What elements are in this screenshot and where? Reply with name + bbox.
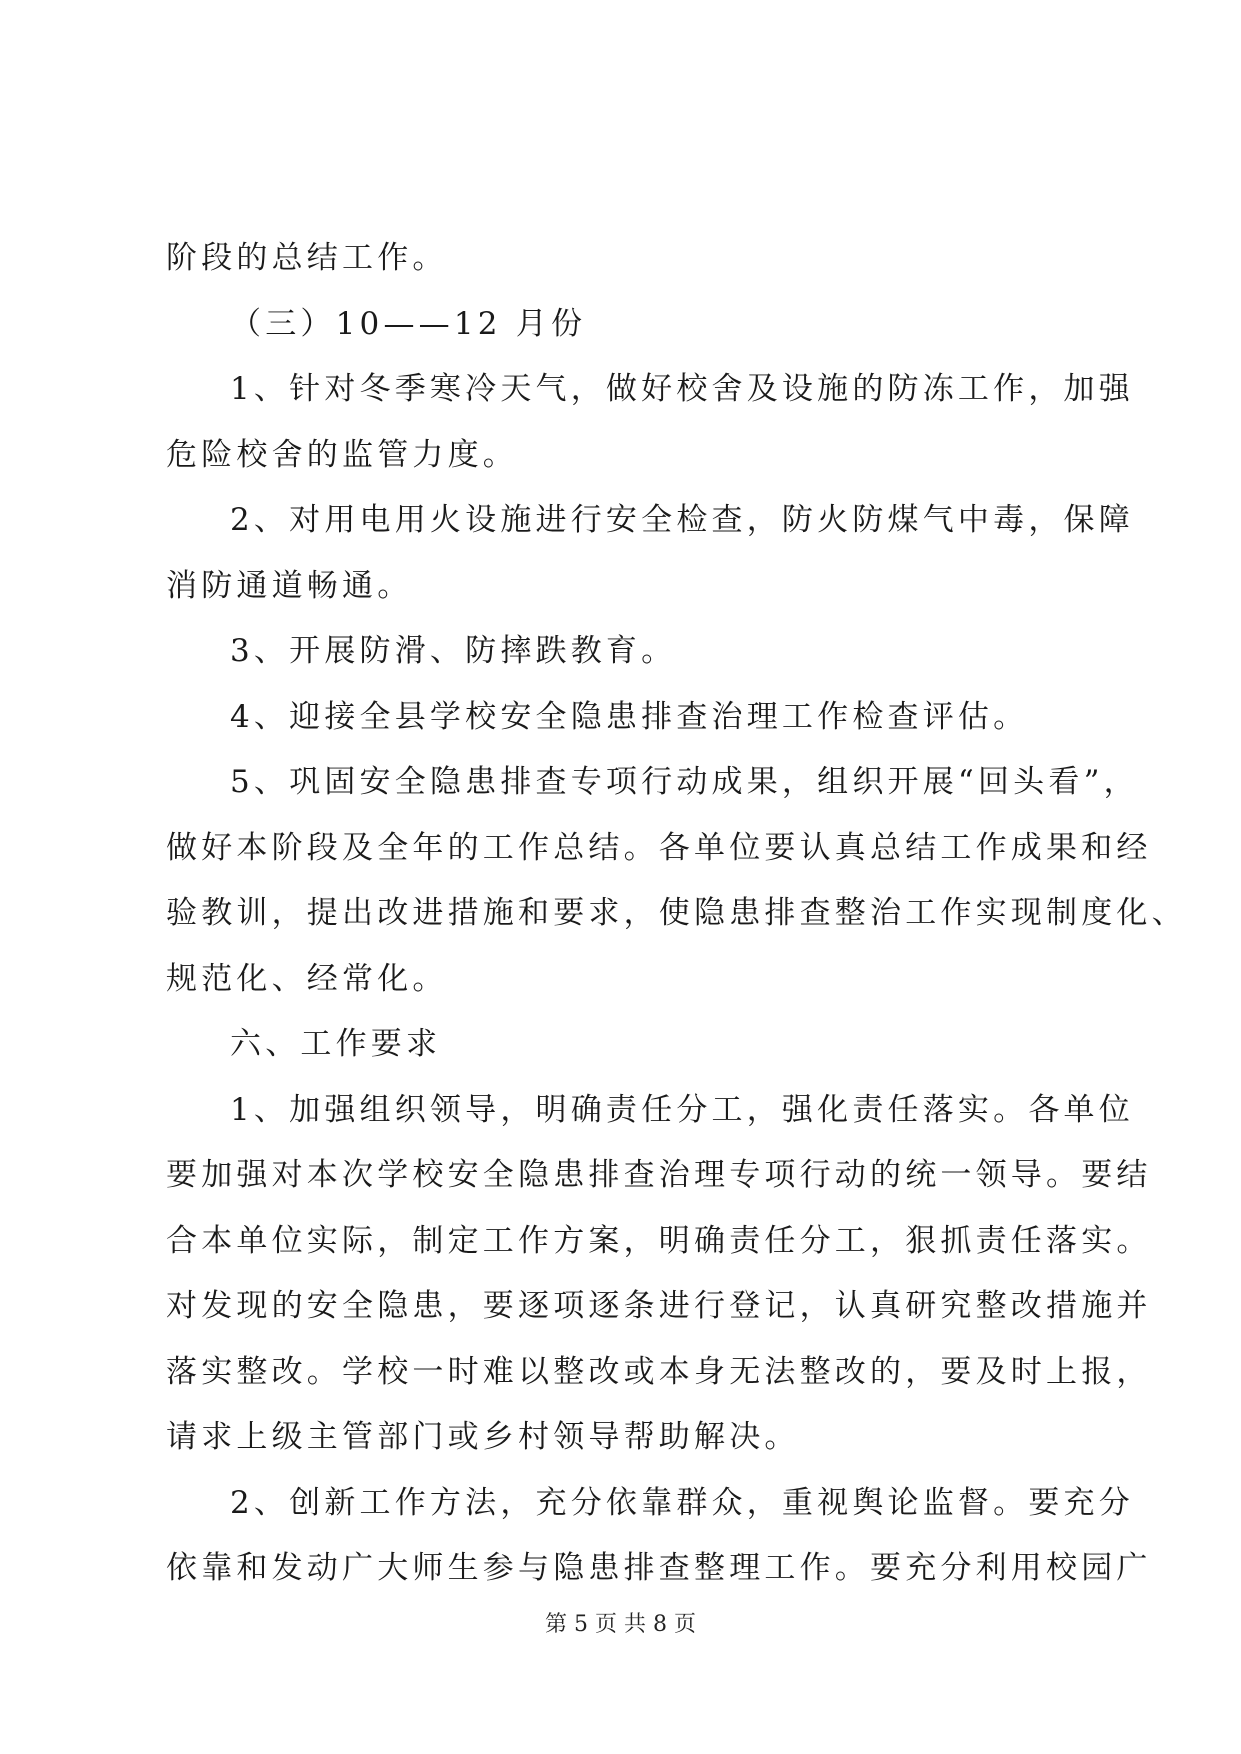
text-line: 1、针对冬季寒冷天气，做好校舍及设施的防冻工作，加强	[230, 371, 1134, 407]
text-line: 危险校舍的监管力度。	[166, 436, 518, 473]
text-line: 依靠和发动广大师生参与隐患排查整理工作。要充分利用校园广	[166, 1550, 1152, 1586]
text-line: 2、创新工作方法，充分依靠群众，重视舆论监督。要充分	[230, 1484, 1134, 1521]
text-line: 验教训，提出改进措施和要求，使隐患排查整治工作实现制度化、	[166, 895, 1187, 931]
text-line: 5、巩固安全隐患排查专项行动成果，组织开展“回头看”，	[230, 764, 1139, 800]
text-line: 1、加强组织领导，明确责任分工，强化责任落实。各单位	[230, 1091, 1134, 1128]
text-line: 规范化、经常化。	[166, 960, 448, 997]
text-line: 3、开展防滑、防摔跌教育。	[230, 633, 677, 669]
text-line: 消防通道畅通。	[166, 567, 413, 604]
text-line: 要加强对本次学校安全隐患排查治理专项行动的统一领导。要结	[166, 1157, 1152, 1193]
text-line: 六、工作要求	[230, 1026, 442, 1062]
text-line: 请求上级主管部门或乡村领导帮助解决。	[166, 1419, 800, 1455]
text-line: 对发现的安全隐患，要逐项逐条进行登记，认真研究整改措施并	[166, 1288, 1152, 1324]
page-footer: 第 5 页 共 8 页	[545, 1612, 696, 1637]
text-line: （三）10——12 月份	[230, 305, 587, 342]
text-line: 2、对用电用火设施进行安全检查，防火防煤气中毒，保障	[230, 502, 1134, 538]
text-line: 4、迎接全县学校安全隐患排查治理工作检查评估。	[230, 698, 1029, 735]
document-body	[166, 226, 1187, 1602]
text-line: 做好本阶段及全年的工作总结。各单位要认真总结工作成果和经	[166, 829, 1152, 866]
text-line: 落实整改。学校一时难以整改或本身无法整改的，要及时上报，	[166, 1353, 1152, 1390]
text-line: 阶段的总结工作。	[166, 240, 448, 276]
text-line: 合本单位实际，制定工作方案，明确责任分工，狠抓责任落实。	[166, 1222, 1152, 1259]
